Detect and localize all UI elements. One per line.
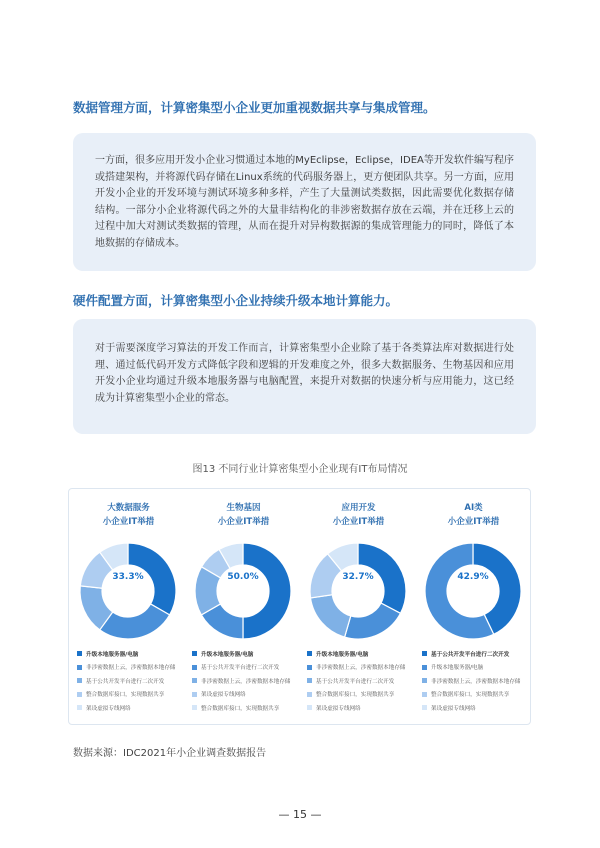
chart-subtitle-line: 小企业IT举措 xyxy=(332,517,385,527)
paragraph-data-management: 一方面，很多应用开发小企业习惯通过本地的MyEclipse，Eclipse，IDEA等开发软件编写程序或搭建架构，并将源代码存储在Linux系统的代码服务器上，更方便团队共享。另一方面，应用开发小企业的开发环境与测试环境多种多样，产生了大量测试类数据，因此需要优化数据存储结构。一部分小企业将源代码之外的大量非结构化的非涉密数据存放在云端，并在迁移上云的过程中加大对测试类数据的管理，从而在提升对异构数据源的集成管理能力的同时，降低了本地数据的存储成本。 xyxy=(95,155,514,249)
legend-item xyxy=(307,661,419,675)
chart-title-line: 大数据服务 xyxy=(107,503,150,513)
donut-chart xyxy=(193,541,293,641)
legend-item xyxy=(422,674,534,688)
text-box-data-management xyxy=(73,133,536,271)
donut-slice xyxy=(311,595,351,637)
chart-column xyxy=(71,489,186,724)
legend-label: 非涉密数据上云，涉密数据本地存储 xyxy=(86,665,176,672)
legend-swatch xyxy=(192,665,197,670)
section-heading-hardware: 硬件配置方面，计算密集型小企业持续升级本地计算能力。 xyxy=(73,293,399,308)
legend-item xyxy=(422,688,534,702)
text-box-hardware xyxy=(73,319,536,434)
donut-slice xyxy=(345,603,401,639)
data-source: 数据来源：IDC2021年小企业调查数据报告 xyxy=(73,748,267,759)
legend-item xyxy=(77,701,189,715)
legend-swatch xyxy=(77,665,82,670)
legend-swatch xyxy=(422,705,427,710)
donut-slice xyxy=(243,543,291,639)
legend-label: 整合数据库接口，实现数据共享 xyxy=(316,692,395,699)
donut-chart xyxy=(423,541,523,641)
legend-swatch xyxy=(77,651,82,656)
chart-subtitle-line: 小企业IT举措 xyxy=(102,517,155,527)
legend-label: 整合数据库接口，实现数据共享 xyxy=(431,692,510,699)
legend-item xyxy=(192,647,304,661)
legend-item xyxy=(307,674,419,688)
legend-item xyxy=(307,688,419,702)
legend-swatch xyxy=(307,705,312,710)
legend-label: 升级本地服务器/电脑 xyxy=(86,651,139,658)
chart-title xyxy=(416,501,531,529)
legend-item xyxy=(422,647,534,661)
legend-swatch xyxy=(192,692,197,697)
legend-label: 架设虚拟专线网络 xyxy=(431,705,476,712)
chart-title xyxy=(186,501,301,529)
legend-item xyxy=(307,701,419,715)
chart-legend xyxy=(192,647,304,715)
legend-label: 架设虚拟专线网络 xyxy=(86,705,131,712)
legend-item xyxy=(77,661,189,675)
chart-title xyxy=(301,501,416,529)
figure-panel xyxy=(68,488,531,725)
chart-legend xyxy=(77,647,189,715)
legend-item xyxy=(192,661,304,675)
chart-title-line: AI类 xyxy=(464,503,483,513)
legend-swatch xyxy=(422,665,427,670)
donut-center-label: 42.9% xyxy=(457,572,489,582)
chart-subtitle-line: 小企业IT举措 xyxy=(217,517,270,527)
legend-label: 基于公共开发平台进行二次开发 xyxy=(201,665,280,672)
legend-swatch xyxy=(192,678,197,683)
legend-swatch xyxy=(307,651,312,656)
legend-item xyxy=(192,701,304,715)
legend-swatch xyxy=(422,678,427,683)
legend-label: 非涉密数据上云，涉密数据本地存储 xyxy=(201,678,291,685)
chart-legend xyxy=(307,647,419,715)
legend-label: 升级本地服务器/电脑 xyxy=(431,665,484,672)
donut-chart xyxy=(78,541,178,641)
chart-column xyxy=(186,489,301,724)
section-heading-data-management: 数据管理方面，计算密集型小企业更加重视数据共享与集成管理。 xyxy=(73,100,436,115)
legend-label: 非涉密数据上云，涉密数据本地存储 xyxy=(431,678,521,685)
chart-legend xyxy=(422,647,534,715)
legend-label: 架设虚拟专线网络 xyxy=(316,705,361,712)
legend-swatch xyxy=(307,678,312,683)
legend-label: 基于公共开发平台进行二次开发 xyxy=(86,678,165,685)
page-number: — 15 — xyxy=(278,808,322,821)
legend-label: 架设虚拟专线网络 xyxy=(201,692,246,699)
legend-label: 整合数据库接口，实现数据共享 xyxy=(201,705,280,712)
legend-item xyxy=(422,661,534,675)
chart-title-line: 生物基因 xyxy=(226,503,261,513)
legend-swatch xyxy=(77,678,82,683)
legend-label: 整合数据库接口，实现数据共享 xyxy=(86,692,165,699)
legend-label: 非涉密数据上云，涉密数据本地存储 xyxy=(316,665,406,672)
chart-column xyxy=(416,489,531,724)
legend-item xyxy=(77,674,189,688)
donut-center-label: 33.3% xyxy=(112,572,144,582)
chart-column xyxy=(301,489,416,724)
legend-item xyxy=(77,647,189,661)
chart-title xyxy=(71,501,186,529)
legend-swatch xyxy=(422,651,427,656)
legend-swatch xyxy=(77,692,82,697)
legend-label: 升级本地服务器/电脑 xyxy=(201,651,254,658)
chart-title-line: 应用开发 xyxy=(341,503,376,513)
legend-label: 升级本地服务器/电脑 xyxy=(316,651,369,658)
legend-item xyxy=(192,688,304,702)
legend-swatch xyxy=(77,705,82,710)
figure-caption: 图13 不同行业计算密集型小企业现有IT布局情况 xyxy=(192,464,408,475)
chart-subtitle-line: 小企业IT举措 xyxy=(447,517,500,527)
legend-item xyxy=(307,647,419,661)
legend-swatch xyxy=(192,705,197,710)
legend-item xyxy=(422,701,534,715)
legend-swatch xyxy=(307,665,312,670)
legend-label: 基于公共开发平台进行二次开发 xyxy=(431,651,510,658)
legend-item xyxy=(77,688,189,702)
donut-center-label: 32.7% xyxy=(342,572,374,582)
donut-center-label: 50.0% xyxy=(227,572,259,582)
legend-swatch xyxy=(422,692,427,697)
donut-chart xyxy=(308,541,408,641)
legend-label: 基于公共开发平台进行二次开发 xyxy=(316,678,395,685)
paragraph-hardware: 对于需要深度学习算法的开发工作而言，计算密集型小企业除了基于各类算法库对数据进行处理、通过低代码开发方式降低字段和逻辑的开发难度之外，很多大数据服务、生物基因和应用开发小企业均通过升级本地服务器与电脑配置，来提升对数据的快速分析与应用能力，这已经成为计算密集型小企业的常态。 xyxy=(95,343,514,404)
legend-item xyxy=(192,674,304,688)
legend-swatch xyxy=(307,692,312,697)
legend-swatch xyxy=(192,651,197,656)
